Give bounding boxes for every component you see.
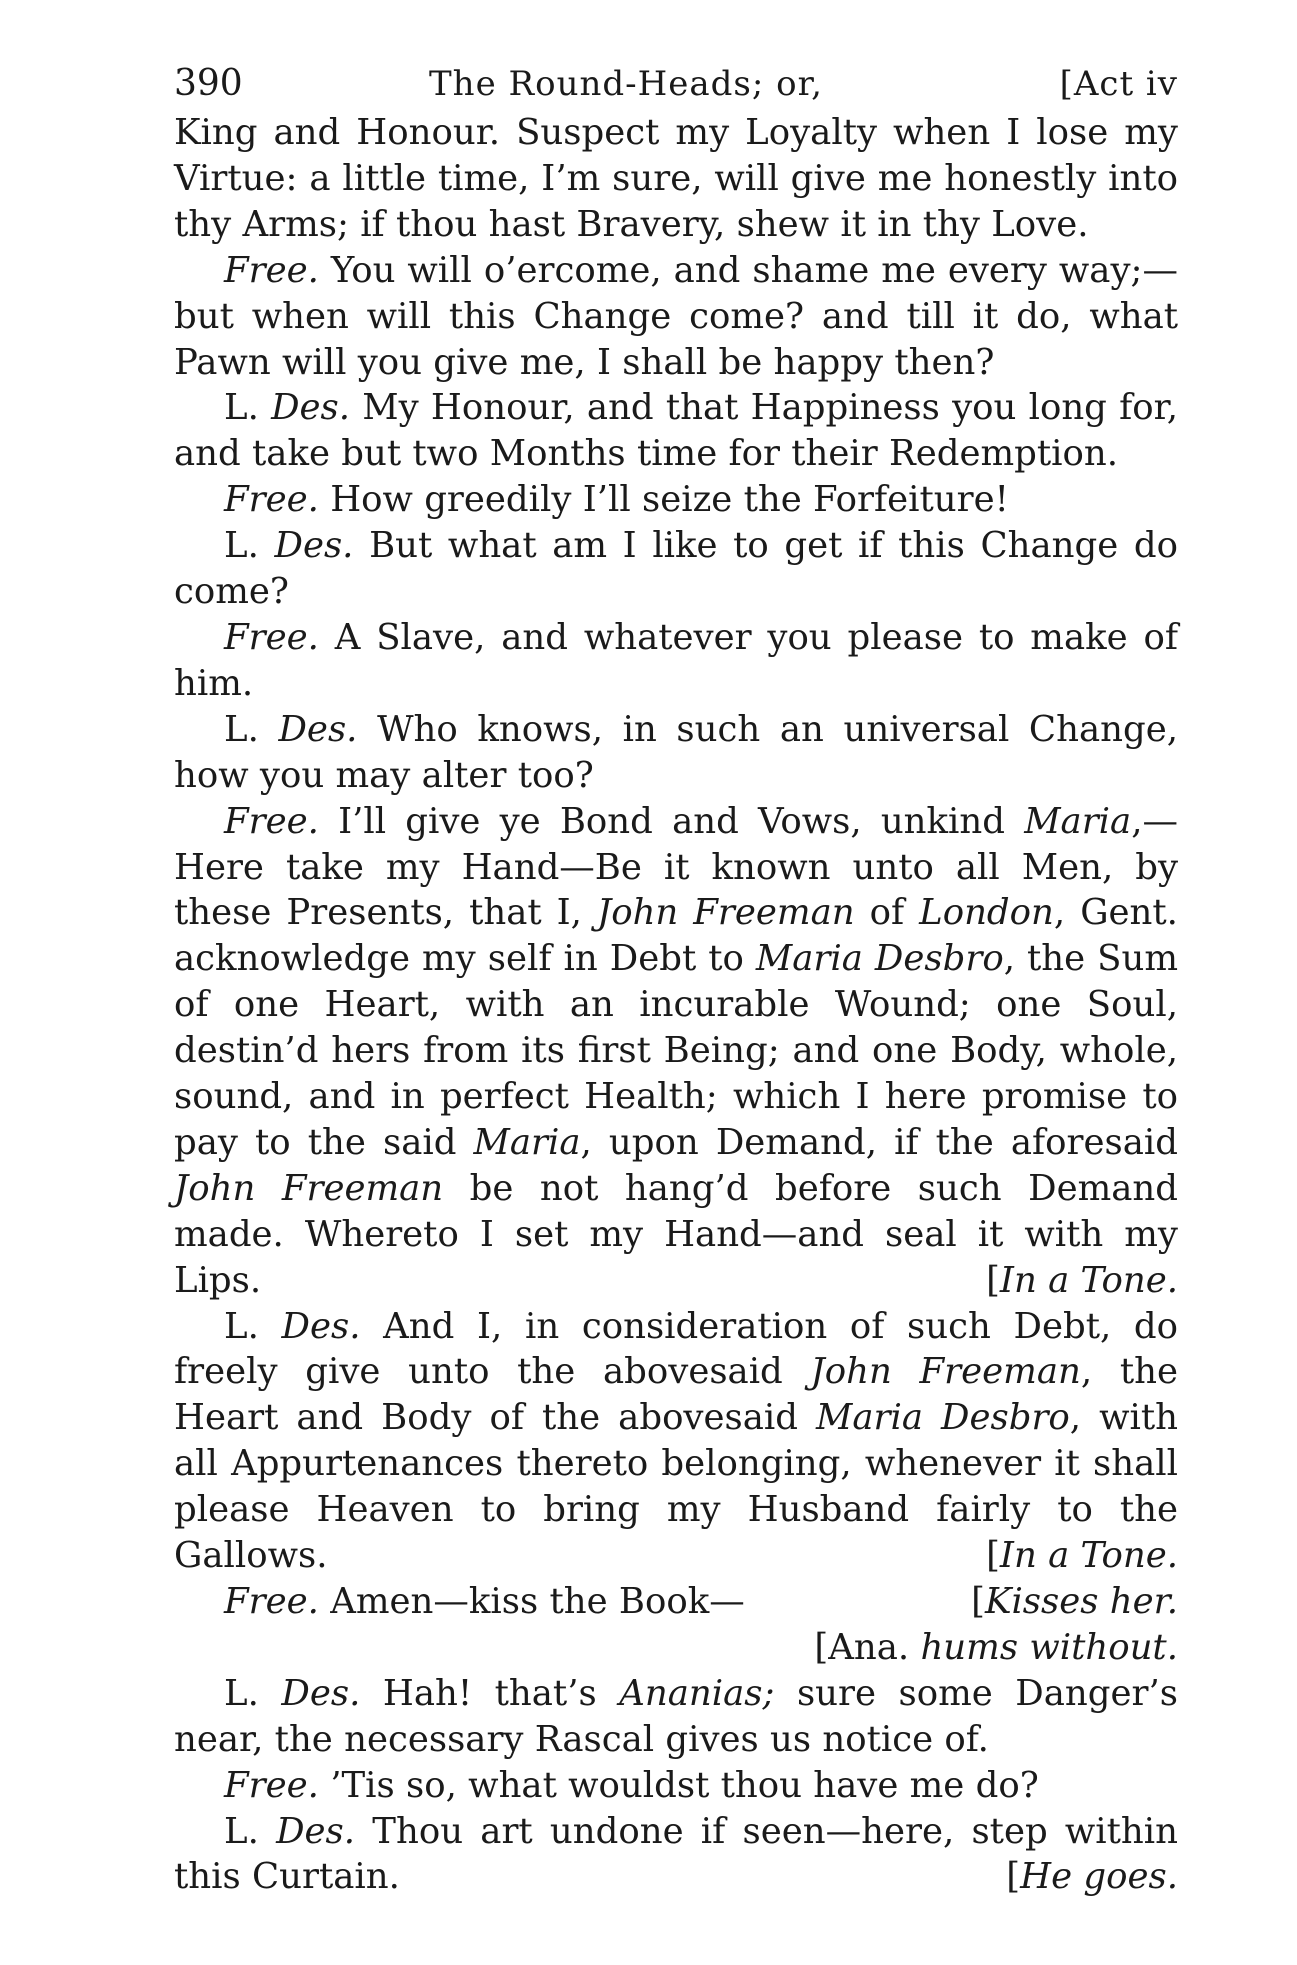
speech-text: My Honour, and that Happiness you long for, and take but two Months time for their Redemption. (174, 387, 1178, 475)
speech-text: Who knows, in such an universal Change, how you may alter too? (174, 708, 1178, 796)
speaker-free: Free. (224, 1764, 319, 1806)
speaker-ldes-name: Des. (274, 525, 354, 567)
stage-direction-hums (174, 1625, 1178, 1671)
speaker-ldes-prefix: L. (224, 525, 259, 567)
speech-free-2 (174, 477, 1178, 523)
bracket: [ (986, 1259, 1000, 1301)
speech-text: , with all Appurtenances thereto belonging, whenever it shall please Heaven to bring my Husband fairly to the Gallows. (174, 1397, 1178, 1577)
speech-text: , the Heart and Body of the abovesaid (174, 1351, 1178, 1439)
speaker-free: Free. (224, 800, 319, 842)
stage-direction-tone-2 (936, 1533, 1178, 1579)
speech-text: sure some Danger’s near, the necessary Rascal gives us notice of. (174, 1672, 1178, 1760)
name-maria-desbro: Maria Desbro (816, 1397, 1070, 1439)
name-john-freeman: John Freeman (596, 892, 855, 934)
stage-direction-text: hums without. (920, 1626, 1178, 1668)
speech-ldes-2 (174, 523, 1178, 615)
speaker-ldes-name: Des. (271, 387, 351, 429)
bracket: [ (986, 1535, 1000, 1577)
speaker-ldes-name: Des. (278, 708, 358, 750)
speech-ldes-ananias (174, 1671, 1178, 1763)
speech-ldes-curtain (174, 1809, 1178, 1901)
name-maria: Maria (1024, 800, 1132, 842)
speech-text: , upon Demand, if the aforesaid (580, 1121, 1178, 1163)
speech-text: Hah! that’s (382, 1672, 620, 1714)
speech-ldes-1 (174, 385, 1178, 477)
name-ananias: Ananias; (619, 1672, 775, 1714)
speech-ldes-3 (174, 707, 1178, 799)
bracket: [ (814, 1626, 829, 1668)
speech-text: , Gent. acknowledge my self in Debt to (174, 892, 1178, 980)
speaker-free: Free. (224, 479, 319, 521)
name-london: London (919, 892, 1054, 934)
speech-text: And I, in consideration of such Debt, do freely give unto the abovesaid (174, 1305, 1178, 1393)
stage-direction-text: In a Tone. (999, 1535, 1178, 1577)
name-john-freeman: John Freeman (174, 1167, 444, 1209)
speech-text: How greedily I’ll seize the Forfeiture! (330, 479, 1009, 521)
name-maria: Maria (473, 1121, 581, 1163)
speech-text: Thou art undone if seen—here, step within this Curtain. (174, 1810, 1178, 1898)
stage-direction-text: He goes. (1020, 1856, 1178, 1898)
speech-free-3 (174, 615, 1178, 707)
speaker-ldes-name: Des. (281, 1672, 361, 1714)
speech-text: , the Sum of one Heart, with an incurable Wound; one Soul, destin’d hers from its first Being; and one Body, whole, sound, and in perfect Health; which I here promise to pay to the said (174, 938, 1179, 1163)
name-john-freeman: John Freeman (810, 1351, 1081, 1393)
speaker-ldes-prefix: L. (224, 387, 259, 429)
stage-direction-goes (956, 1854, 1178, 1900)
stage-direction-text: Kisses her. (984, 1581, 1178, 1622)
speaker-free: Free. (224, 1581, 319, 1622)
speaker-free: Free. (224, 616, 319, 658)
act-label: [Act iv (1059, 64, 1178, 104)
speaker-ldes-name: Des. (281, 1305, 361, 1347)
speech-text: ’Tis so, what wouldst thou have me do? (330, 1764, 1039, 1806)
speech-text: ,— Here take my Hand—Be it known unto all Men, by these Presents, that I, (174, 800, 1178, 934)
speaker-free: Free. (224, 249, 319, 291)
speech-free-amen (174, 1579, 1178, 1625)
speech-text: King and Honour. Suspect my Loyalty when I lose my Virtue: a little time, I’m sure, will give me honestly into thy Arms; if thou hast Bravery, shew it in thy Love. (174, 112, 1178, 245)
name-maria-desbro: Maria Desbro (755, 938, 1004, 980)
speaker-ana: Ana. (828, 1626, 910, 1668)
speech-text: be not hang’d before such Demand made. Whereto I set my Hand—and seal it with my Lips. (174, 1167, 1178, 1301)
speaker-ldes-prefix: L. (224, 1810, 259, 1852)
stage-direction-tone-1 (936, 1258, 1178, 1304)
stage-direction-kisses (921, 1579, 1178, 1625)
speech-text: You will o’ercome, and shame me every way;— but when will this Change come? and till it do, what Pawn will you give me, I shall be happy then? (174, 249, 1178, 383)
running-header (174, 58, 1178, 110)
speaker-ldes-name: Des. (276, 1810, 356, 1852)
speaker-ldes-prefix: L. (224, 1672, 259, 1714)
bracket: [ (1006, 1856, 1021, 1898)
speech-text: of (854, 892, 920, 934)
speech-free-1 (174, 248, 1178, 386)
bracket: [ (971, 1581, 985, 1622)
speaker-ldes-prefix: L. (224, 708, 259, 750)
speaker-ldes-prefix: L. (224, 1305, 259, 1347)
speech-text: Amen—kiss the Book— (330, 1581, 745, 1622)
speech-text: But what am I like to get if this Change do come? (174, 525, 1178, 613)
speech-text: A Slave, and whatever you please to make of him. (174, 616, 1178, 704)
speech-free-4 (174, 1763, 1178, 1809)
speech-ldes-deed (174, 1304, 1178, 1579)
speech-free-bond (174, 799, 1178, 1304)
speech-text: I’ll give ye Bond and Vows, unkind (338, 800, 1025, 842)
running-title: The Round-Heads; or, (429, 64, 823, 104)
page-number: 390 (174, 63, 243, 104)
play-text (174, 110, 1178, 1900)
speech-continued (174, 110, 1178, 248)
stage-direction-text: In a Tone. (999, 1259, 1178, 1301)
